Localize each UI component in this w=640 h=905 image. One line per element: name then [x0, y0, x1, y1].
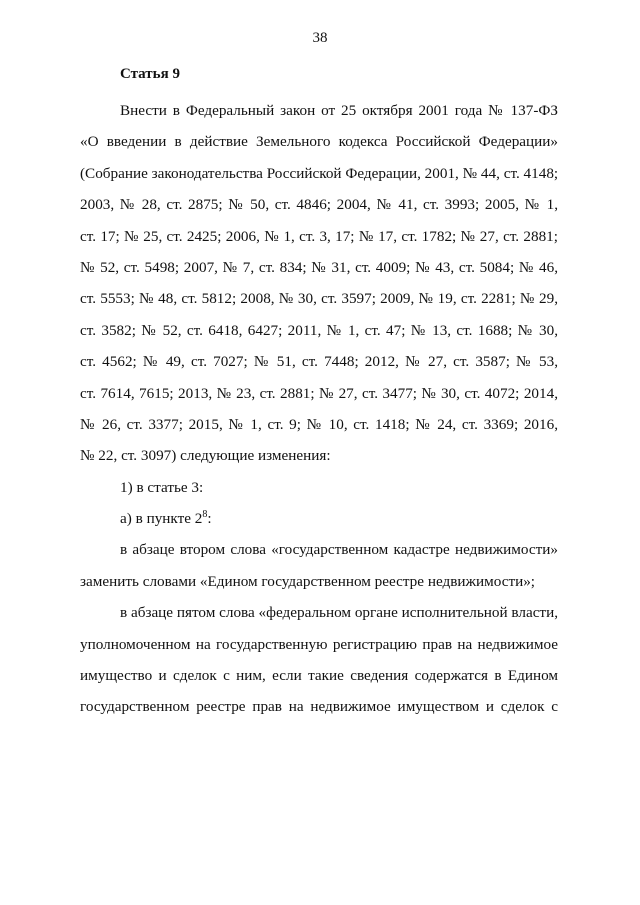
paragraph-line: ст. 3582; № 52, ст. 6418, 6427; 2011, № 1, ст. 47; № 13, ст. 1688; № 30,	[80, 321, 558, 339]
paragraph-line: 2003, № 28, ст. 2875; № 50, ст. 4846; 2004, № 41, ст. 3993; 2005, № 1,	[80, 196, 558, 214]
paragraph-line: в абзаце втором слова «государственном кадастре недвижимости»	[120, 541, 558, 559]
subitem-line	[80, 509, 558, 529]
paragraph-line: уполномоченном на государственную регистрацию прав на недвижимое	[80, 635, 558, 653]
subitem-colon: :	[207, 510, 212, 528]
subitem-text: а) в пункте 2	[120, 510, 203, 528]
paragraph-line: № 22, ст. 3097) следующие изменения:	[80, 447, 331, 465]
paragraph-line: ст. 4562; № 49, ст. 7027; № 51, ст. 7448; 2012, № 27, ст. 3587; № 53,	[80, 353, 558, 371]
paragraph-line: ст. 7614, 7615; 2013, № 23, ст. 2881; № 27, ст. 3477; № 30, ст. 4072; 2014,	[80, 384, 558, 402]
paragraph-line: ст. 5553; № 48, ст. 5812; 2008, № 30, ст. 3597; 2009, № 19, ст. 2281; № 29,	[80, 290, 558, 308]
list-item-line: 1) в статье 3:	[120, 478, 204, 496]
paragraph-line: ст. 17; № 25, ст. 2425; 2006, № 1, ст. 3, 17; № 17, ст. 1782; № 27, ст. 2881;	[80, 227, 558, 245]
paragraph-line: (Собрание законодательства Российской Федерации, 2001, № 44, ст. 4148;	[80, 164, 559, 182]
paragraph-line: № 52, ст. 5498; 2007, № 7, ст. 834; № 31, ст. 4009; № 43, ст. 5084; № 46,	[80, 258, 558, 276]
document-body	[80, 64, 558, 729]
superscript: 8	[202, 509, 208, 521]
paragraph-line: имущество и сделок с ним, если такие сведения содержатся в Едином	[80, 667, 558, 685]
paragraph-line: в абзаце пятом слова «федеральном органе исполнительной власти,	[120, 604, 558, 622]
article-heading: Статья 9	[120, 66, 180, 82]
paragraph-line: заменить словами «Едином государственном реестре недвижимости»;	[80, 572, 536, 590]
paragraph-line: государственном реестре прав на недвижимое имуществом и сделок с	[80, 698, 558, 716]
paragraph-line: Внести в Федеральный закон от 25 октября 2001 года № 137-ФЗ	[120, 102, 558, 119]
paragraph-line: «О введении в действие Земельного кодекса Российской Федерации»	[80, 133, 558, 151]
page-number: 38	[312, 30, 328, 46]
paragraph-line: № 26, ст. 3377; 2015, № 1, ст. 9; № 10, ст. 1418; № 24, ст. 3369; 2016,	[80, 415, 558, 433]
